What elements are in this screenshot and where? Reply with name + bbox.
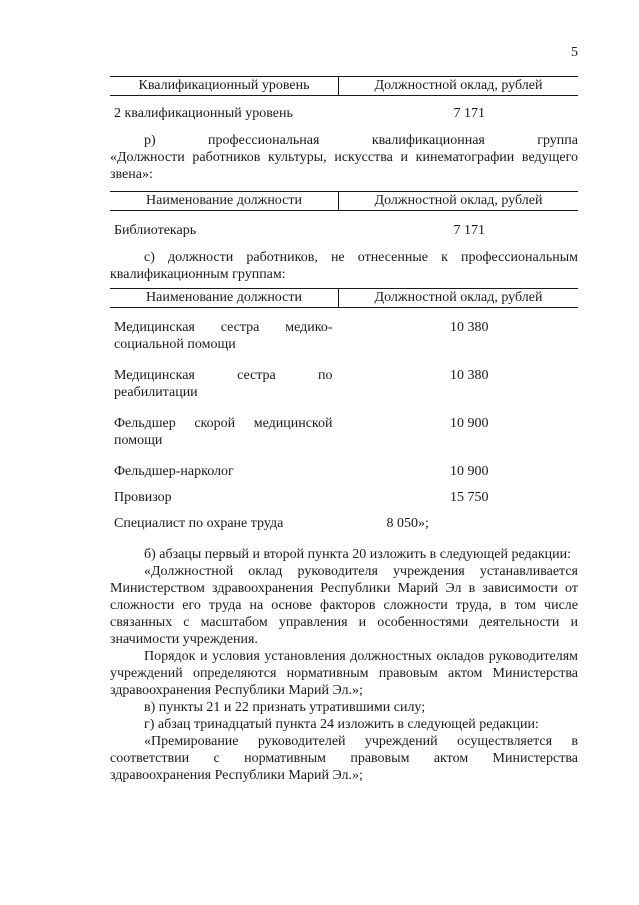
row-salary: 15 750	[450, 490, 489, 505]
table-row	[110, 211, 578, 240]
row-salary: 8 050»;	[386, 516, 429, 531]
paragraph: «Должностной оклад руководителя учреждения устанавливается Министерством здравоохранения Республики Марий Эл в зависимости от сложности его труда на основе факторов сложности труда, в том числе связанных с масштабом управления и особенностями деятельности и значимости учреждения.	[110, 564, 578, 647]
column-header: Должностной оклад, рублей	[339, 192, 579, 211]
row-name: Фельдшер-нарколог	[114, 464, 234, 479]
row-name: 2 квалификационный уровень	[114, 106, 293, 121]
table-row	[110, 506, 578, 532]
paragraph: в) пункты 21 и 22 признать утратившими силу;	[144, 700, 426, 715]
paragraph: Порядок и условия установления должностных окладов руководителям учреждений определяются нормативным правовым актом Министерства здравоохранения Республики Марий Эл.»;	[110, 649, 578, 698]
position-table-other	[110, 288, 578, 532]
table-row	[110, 480, 578, 506]
row-salary: 7 171	[453, 106, 485, 121]
group-p-word: квалификационная	[371, 133, 485, 148]
document-body	[110, 76, 578, 784]
amendment-text	[110, 546, 578, 784]
table-row	[110, 353, 578, 401]
column-header: Должностной оклад, рублей	[339, 77, 579, 96]
row-salary: 10 380	[450, 320, 489, 335]
group-p-word: р) профессиональная	[144, 133, 320, 148]
table-row	[110, 401, 578, 449]
row-name: Специалист по охране труда	[114, 516, 284, 531]
paragraph: г) абзац тринадцатый пункта 24 изложить в следующей редакции:	[144, 717, 539, 732]
column-header: Квалификационный уровень	[110, 77, 339, 96]
row-name: Медицинская сестра медико-социальной помощи	[114, 320, 333, 352]
row-salary: 7 171	[453, 223, 485, 238]
table-row	[110, 96, 578, 123]
table-row	[110, 308, 578, 354]
table-header-row	[110, 289, 578, 308]
group-p-word: группа	[537, 133, 578, 148]
row-salary: 10 380	[450, 368, 489, 383]
qualification-level-table	[110, 76, 578, 122]
row-name: Библиотекарь	[114, 223, 197, 238]
column-header: Должностной оклад, рублей	[339, 289, 579, 308]
paragraph: «Премирование руководителей учреждений осуществляется в соответствии с нормативным правовым актом Министерства здравоохранения Республики Марий Эл.»;	[110, 734, 578, 783]
table-header-row	[110, 192, 578, 211]
row-name: Фельдшер скорой медицинской помощи	[114, 416, 333, 448]
paragraph: б) абзацы первый и второй пункта 20 изложить в следующей редакции:	[144, 547, 572, 562]
column-header: Наименование должности	[110, 192, 339, 211]
group-p-paragraph	[110, 132, 578, 183]
row-salary: 10 900	[450, 416, 489, 431]
table-header-row	[110, 77, 578, 96]
page-number: 5	[571, 45, 578, 60]
position-table-librarian	[110, 191, 578, 239]
row-name: Провизор	[114, 490, 172, 505]
group-s-paragraph: с) должности работников, не отнесенные к профессиональным квалификационным группам:	[110, 250, 578, 282]
row-salary: 10 900	[450, 464, 489, 479]
row-name: Медицинская сестра по реабилитации	[114, 368, 333, 400]
table-row	[110, 449, 578, 480]
group-p-text: «Должности работников культуры, искусства и кинематографии ведущего звена»:	[110, 150, 578, 182]
column-header: Наименование должности	[110, 289, 339, 308]
